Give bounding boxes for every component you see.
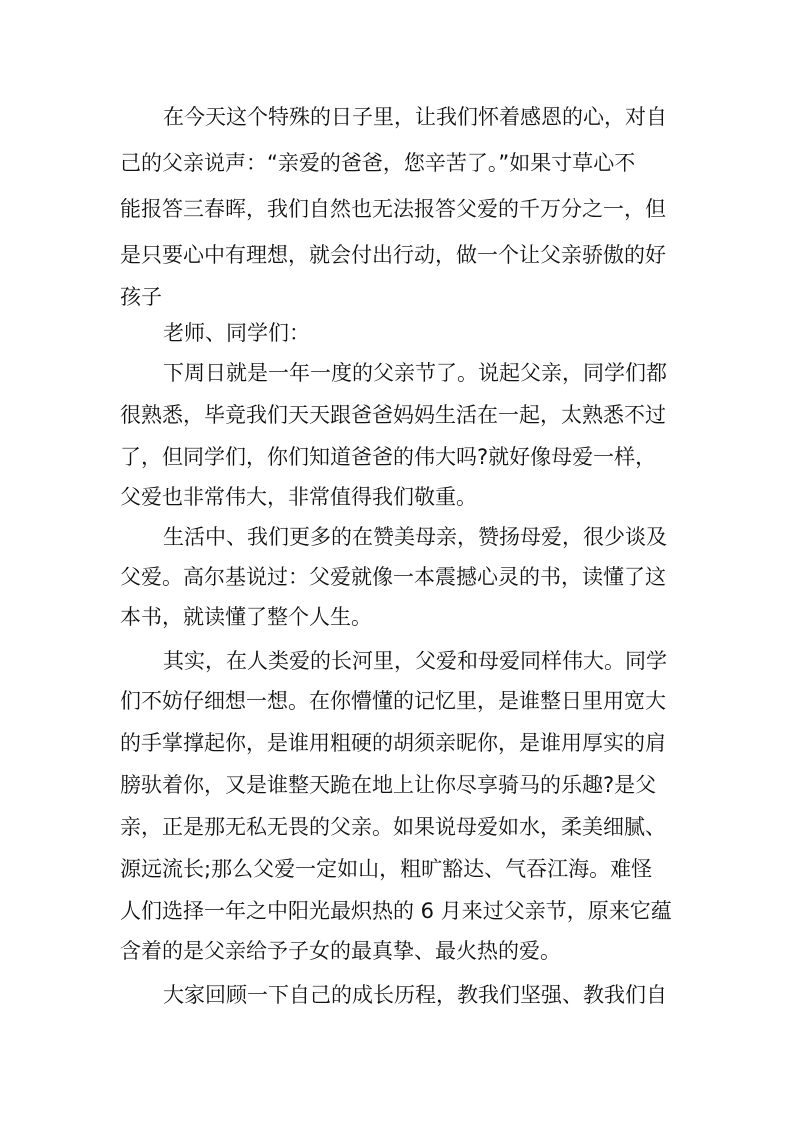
- paragraph-5-line-1: 其实，在人类爱的长河里，父爱和母爱同样伟大。同学: [163, 649, 667, 673]
- paragraph-5-line-8: 含着的是父亲给予子女的最真挚、最火热的爱。: [120, 939, 561, 963]
- paragraph-1-line-3: 能报答三春晖，我们自然也无法报答父爱的千万分之一，但: [120, 197, 666, 221]
- greeting-line: 老师、同学们：: [163, 321, 310, 345]
- paragraph-5-line-4: 膀驮着你，又是谁整天跪在地上让你尽享骑马的乐趣?是父: [120, 773, 657, 797]
- paragraph-1-line-2: 己的父亲说声：“亲爱的爸爸，您辛苦了。”如果寸草心不: [120, 151, 636, 175]
- paragraph-1-line-4: 是只要心中有理想，就会付出行动，做一个让父亲骄傲的好: [120, 243, 666, 267]
- paragraph-1-line-5: 孩子: [120, 285, 162, 309]
- paragraph-5-line-3: 的手掌撑起你，是谁用粗硬的胡须亲昵你，是谁用厚实的肩: [120, 731, 666, 755]
- paragraph-1-line-1: 在今天这个特殊的日子里，让我们怀着感恩的心，对自: [163, 105, 667, 129]
- paragraph-3-line-3: 了，但同学们，你们知道爸爸的伟大吗?就好像母爱一样，: [120, 445, 657, 469]
- paragraph-4-line-3: 本书，就读懂了整个人生。: [120, 605, 372, 629]
- paragraph-5-line-7: 人们选择一年之中阳光最炽热的 6 月来过父亲节，原来它蕴: [120, 899, 672, 923]
- paragraph-3-line-1: 下周日就是一年一度的父亲节了。说起父亲，同学们都: [163, 361, 667, 385]
- paragraph-3-line-2: 很熟悉，毕竟我们天天跟爸爸妈妈生活在一起，太熟悉不过: [120, 403, 666, 427]
- paragraph-4-line-2: 父爱。高尔基说过：父爱就像一本震撼心灵的书，读懂了这: [120, 565, 666, 589]
- paragraph-6-line-1: 大家回顾一下自己的成长历程，教我们坚强、教我们自: [163, 983, 667, 1007]
- paragraph-5-line-5: 亲，正是那无私无畏的父亲。如果说母爱如水，柔美细腻、: [120, 815, 666, 839]
- paragraph-5-line-6: 源远流长;那么父爱一定如山，粗旷豁达、气吞江海。难怪: [120, 857, 653, 881]
- paragraph-3-line-4: 父爱也非常伟大，非常值得我们敬重。: [120, 485, 477, 509]
- paragraph-5-line-2: 们不妨仔细想一想。在你懵懂的记忆里，是谁整日里用宽大: [120, 689, 666, 713]
- paragraph-4-line-1: 生活中、我们更多的在赞美母亲，赞扬母爱，很少谈及: [163, 525, 667, 549]
